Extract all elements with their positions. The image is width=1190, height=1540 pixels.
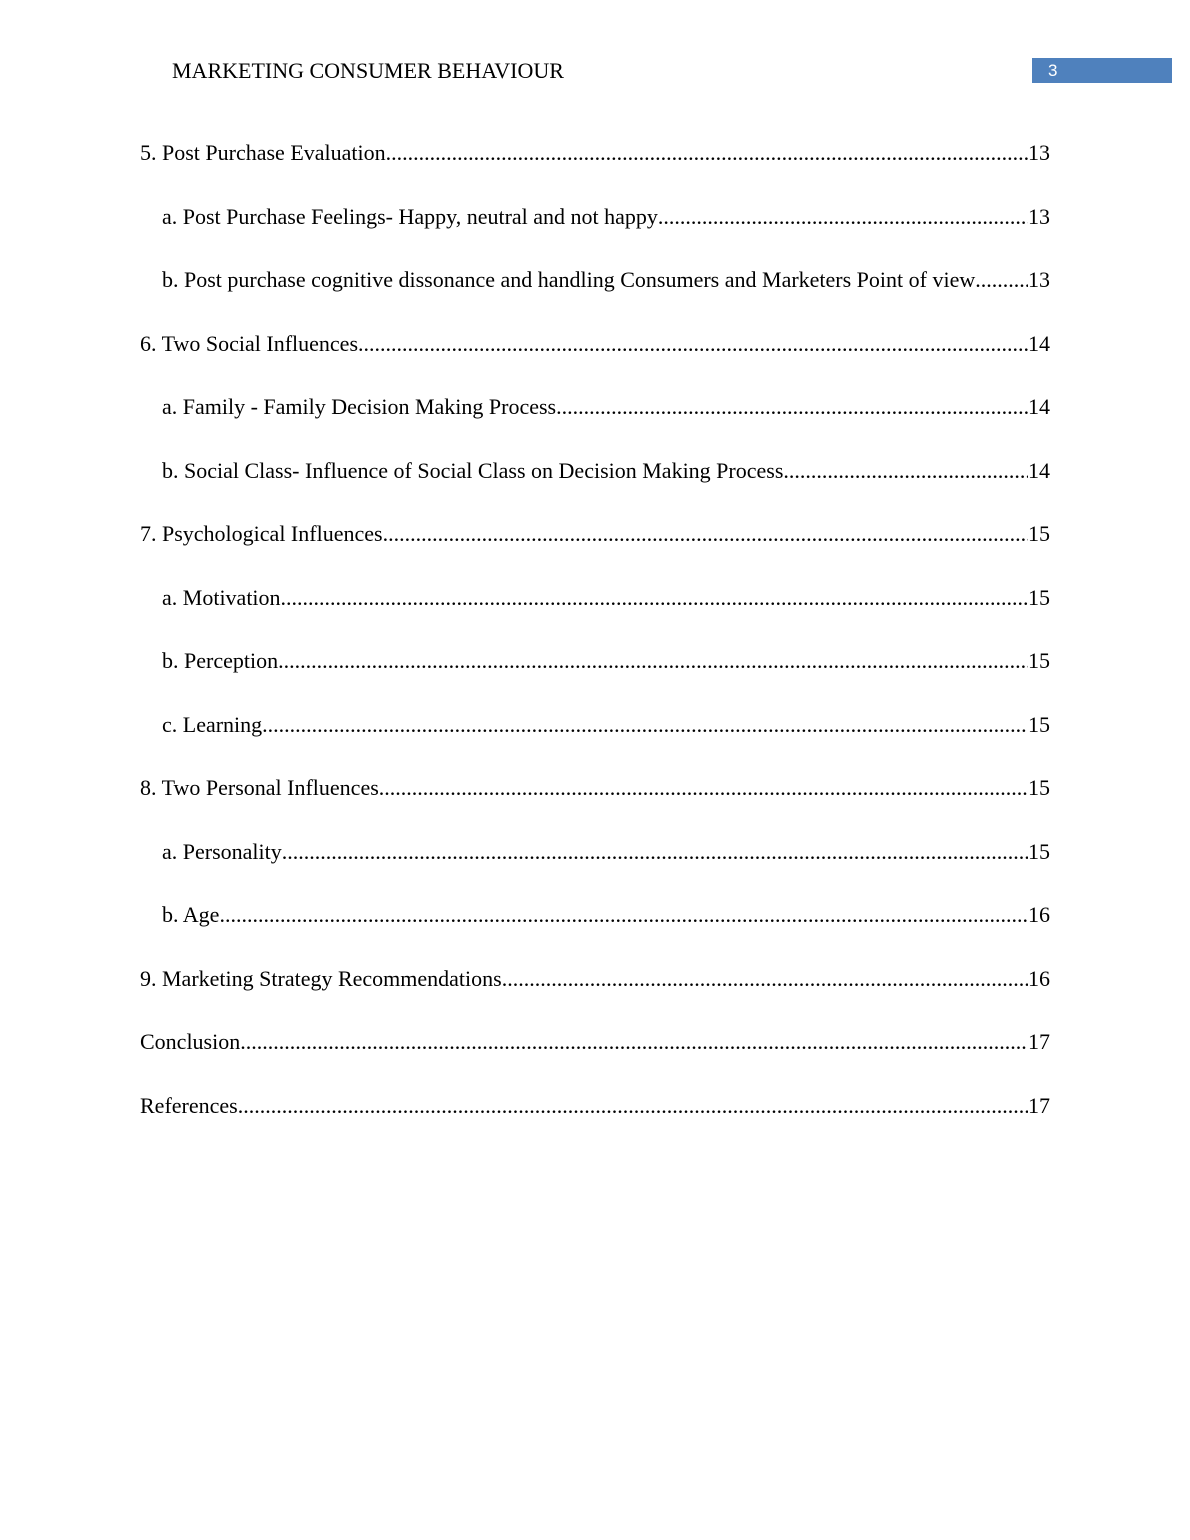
toc-entry-page: 14 [1028,394,1050,419]
toc-entry-label: References [140,1092,238,1118]
toc-entry-page: 15 [1028,711,1050,737]
page-number-badge [1032,58,1172,83]
toc-entry-post-purchase-evaluation[interactable] [140,138,1050,202]
toc-entry-label: 5. Post Purchase Evaluation [140,140,386,165]
toc-dot-leader [262,710,1028,740]
toc-entry-family[interactable] [140,392,1050,456]
toc-dot-leader [238,1091,1028,1121]
toc-entry-page: 17 [1028,1029,1050,1054]
table-of-contents [140,138,1050,1154]
toc-entry-label: 7. Psychological Influences [140,521,383,546]
toc-entry-references[interactable] [140,1091,1050,1155]
toc-dot-leader [386,138,1028,168]
toc-entry-age[interactable] [140,900,1050,964]
toc-entry-two-social-influences[interactable] [140,329,1050,393]
toc-entry-cognitive-dissonance[interactable] [140,265,1050,329]
toc-entry-label: a. Family - Family Decision Making Process [162,394,557,419]
toc-entry-label: c. Learning [162,711,263,737]
toc-entry-label: a. Post Purchase Feelings- Happy, neutral and not happy [162,203,658,229]
toc-dot-leader [240,1027,1028,1057]
toc-entry-social-class[interactable] [140,456,1050,520]
toc-entry-page: 14 [1028,457,1050,483]
toc-entry-label: b. Social Class- Influence of Social Class on Decision Making Process [162,457,784,483]
toc-entry-label: b. Post purchase cognitive dissonance and handling Consumers and Marketers Point of view [162,267,976,292]
toc-entry-learning[interactable] [140,710,1050,774]
toc-dot-leader [379,773,1028,803]
toc-entry-page: 13 [1028,140,1050,165]
toc-entry-page: 17 [1028,1092,1050,1118]
toc-entry-perception[interactable] [140,646,1050,710]
toc-entry-personality[interactable] [140,837,1050,901]
toc-dot-leader [281,583,1028,613]
toc-entry-page: 15 [1028,584,1050,610]
toc-entry-label: Conclusion [140,1029,241,1054]
toc-dot-leader [556,392,1028,422]
toc-entry-marketing-strategy[interactable] [140,964,1050,1028]
running-header-title: MARKETING CONSUMER BEHAVIOUR [172,58,564,83]
toc-dot-leader [358,329,1028,359]
toc-entry-page: 16 [1028,902,1050,927]
toc-entry-label: a. Personality [162,838,282,864]
toc-entry-page: 16 [1028,965,1050,991]
toc-dot-leader [502,964,1028,994]
toc-entry-page: 13 [1028,203,1050,229]
toc-dot-leader [383,519,1028,549]
toc-entry-page: 15 [1028,521,1050,546]
toc-entry-label: 9. Marketing Strategy Recommendations [140,965,502,991]
toc-entry-two-personal-influences[interactable] [140,773,1050,837]
toc-entry-page: 15 [1028,648,1050,673]
toc-entry-label: 8. Two Personal Influences [140,775,379,800]
toc-entry-label: b. Age [162,902,220,927]
toc-entry-page: 15 [1028,775,1050,800]
toc-entry-label: a. Motivation [162,584,281,610]
toc-entry-label: b. Perception [162,648,279,673]
toc-dot-leader [282,837,1028,867]
toc-dot-leader [783,456,1028,486]
toc-dot-leader [278,646,1028,676]
toc-entry-conclusion[interactable] [140,1027,1050,1091]
toc-entry-label: 6. Two Social Influences [140,330,359,356]
toc-dot-leader [975,265,1028,295]
toc-entry-motivation[interactable] [140,583,1050,647]
toc-entry-psychological-influences[interactable] [140,519,1050,583]
toc-dot-leader [658,202,1028,232]
toc-dot-leader [219,900,1028,930]
toc-entry-page: 13 [1028,267,1050,292]
toc-entry-page: 15 [1028,838,1050,864]
toc-entry-post-purchase-feelings[interactable] [140,202,1050,266]
toc-entry-page: 14 [1028,330,1050,356]
page-number: 3 [1048,61,1058,80]
